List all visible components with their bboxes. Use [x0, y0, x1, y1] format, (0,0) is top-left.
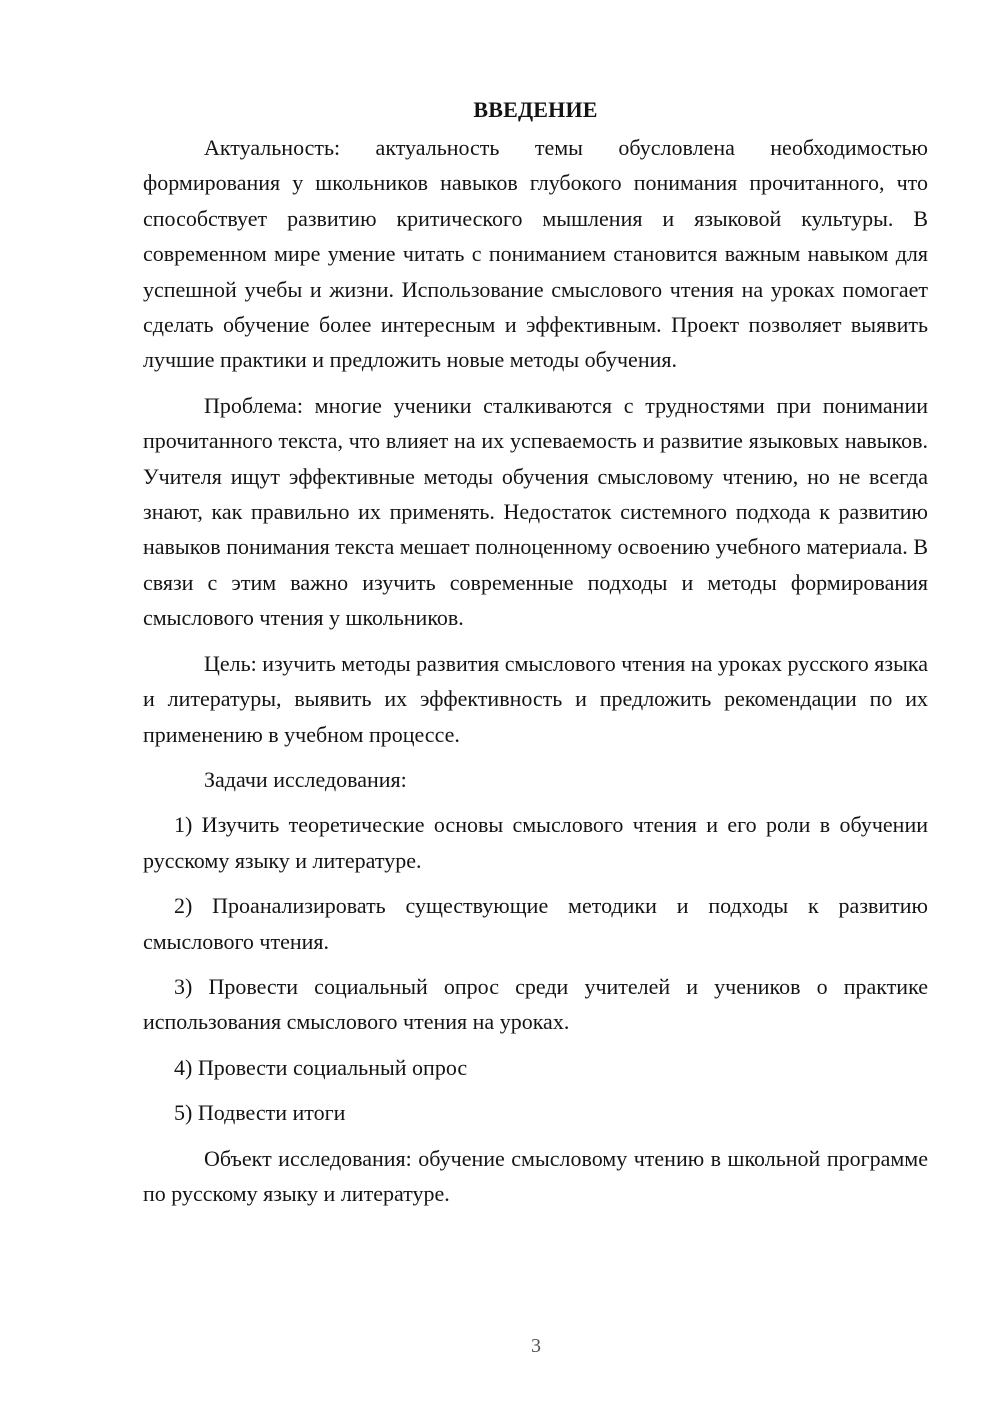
tasks-label: Задачи исследования: — [204, 766, 407, 792]
object-paragraph: Объект исследования: обучение смысловому чтению в школьной программе по русскому языку и литературе. — [143, 1145, 928, 1206]
task-item: 5) Подвести итоги — [174, 1100, 346, 1126]
task-item: 4) Провести социальный опрос — [174, 1054, 468, 1080]
page-title: ВВЕДЕНИЕ — [473, 97, 598, 122]
problem-paragraph: Проблема: многие ученики сталкиваются с трудностями при понимании прочитанного текста, что влияет на их успеваемость и развитие языковых навыков. Учителя ищут эффективные методы обучения смысловому чтению, но не всегда знают, как правильно их применять. Недостаток системного подхода к развитию навыков понимания текста мешает полноценному освоению учебного материала. В связи с этим важно изучить современные подходы и методы формирования смыслового чтения у школьников. — [143, 392, 928, 631]
relevance-paragraph: Актуальность: актуальность темы обусловлена необходимостью формирования у школьников навыков глубокого понимания прочитанного, что способствует развитию критического мышления и языковой культуры. В современном мире умение читать с пониманием становится важным навыком для успешной учебы и жизни. Использование смыслового чтения на уроках помогает сделать обучение более интересным и эффективным. Проект позволяет выявить лучшие практики и предложить новые методы обучения. — [143, 135, 928, 373]
task-item: 2) Проанализировать существующие методики и подходы к развитию смыслового чтения. — [143, 893, 928, 954]
task-item: 3) Провести социальный опрос среди учителей и учеников о практике использования смыслового чтения на уроках. — [143, 973, 928, 1035]
goal-paragraph: Цель: изучить методы развития смыслового чтения на уроках русского языка и литературы, выявить их эффективность и предложить рекомендации по их применению в учебном процессе. — [143, 650, 928, 747]
task-item: 1) Изучить теоретические основы смыслового чтения и его роли в обучении русскому языку и литературе. — [143, 812, 928, 873]
page-content — [143, 92, 928, 1221]
page-number: 3 — [531, 1335, 541, 1357]
